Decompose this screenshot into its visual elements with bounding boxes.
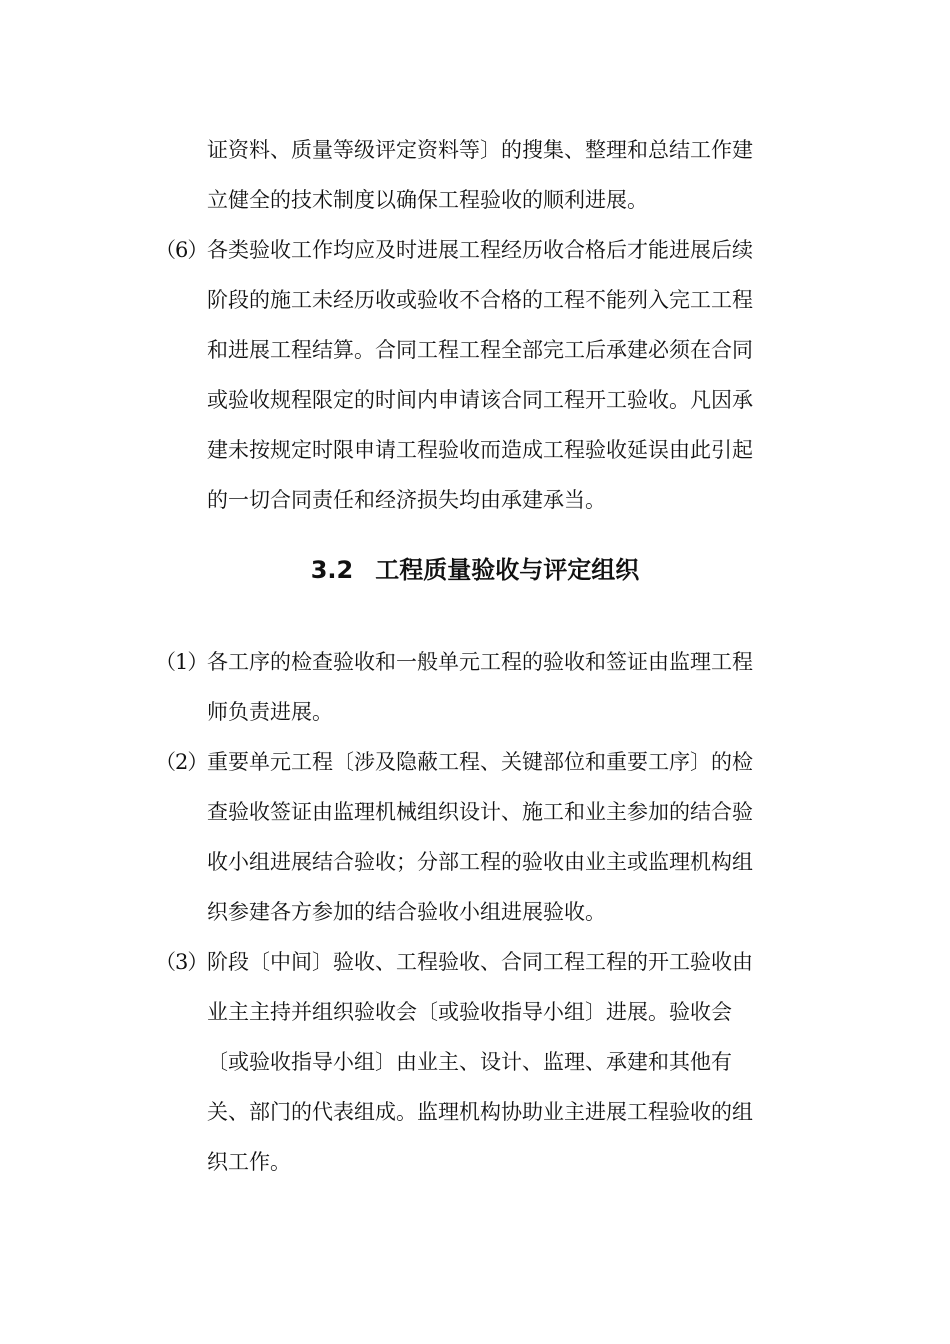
text-line: 重要单元工程〔涉及隐蔽工程、关键部位和重要工序〕的检 [207,750,753,774]
text-line: 各类验收工作均应及时进展工程经历收合格后才能进展后续 [207,238,753,262]
section-heading [0,548,950,592]
text-line: 师负责进展。 [207,700,333,724]
text-line: 业主主持并组织验收会〔或验收指导小组〕进展。验收会 [207,1000,732,1024]
list-item-6 [155,225,795,525]
list-item-number: （6） [155,238,208,262]
text-line: 织参建各方参加的结合验收小组进展验收。 [207,900,606,924]
text-line: 各工序的检查验收和一般单元工程的验收和签证由监理工程 [207,650,753,674]
paragraph-text [207,737,791,937]
text-line: 织工作。 [207,1150,291,1174]
text-line: 阶段〔中间〕验收、工程验收、合同工程工程的开工验收由 [207,950,753,974]
paragraph-text [207,125,791,225]
paragraph-text [207,937,791,1187]
text-line: 的一切合同责任和经济损失均由承建承当。 [207,488,606,512]
text-line: 立健全的技术制度以确保工程验收的顺利进展。 [207,188,648,212]
text-line: 查验收签证由监理机械组织设计、施工和业主参加的结合验 [207,800,753,824]
section-number: 3.2 [310,556,354,584]
paragraph-text [207,637,791,737]
list-item-number: （1） [155,650,208,674]
text-line: 证资料、质量等级评定资料等〕的搜集、整理和总结工作建 [207,138,753,162]
text-line: 阶段的施工未经历收或验收不合格的工程不能列入完工工程 [207,288,753,312]
section-title: 工程质量验收与评定组织 [375,556,640,584]
list-item-3 [155,937,795,1187]
list-item-1 [155,637,795,737]
paragraph-text [207,225,791,525]
text-line: 建未按规定时限申请工程验收而造成工程验收延误由此引起 [207,438,753,462]
text-line: 和进展工程结算。合同工程工程全部完工后承建必须在合同 [207,338,753,362]
list-item-number: （3） [155,950,208,974]
paragraph-continuation [155,125,795,225]
text-line: 关、部门的代表组成。监理机构协助业主进展工程验收的组 [207,1100,753,1124]
list-item-2 [155,737,795,937]
list-item-number: （2） [155,750,208,774]
text-line: 收小组进展结合验收；分部工程的验收由业主或监理机构组 [207,850,753,874]
text-line: 或验收规程限定的时间内申请该合同工程开工验收。凡因承 [207,388,753,412]
text-line: 〔或验收指导小组〕由业主、设计、监理、承建和其他有 [207,1050,732,1074]
